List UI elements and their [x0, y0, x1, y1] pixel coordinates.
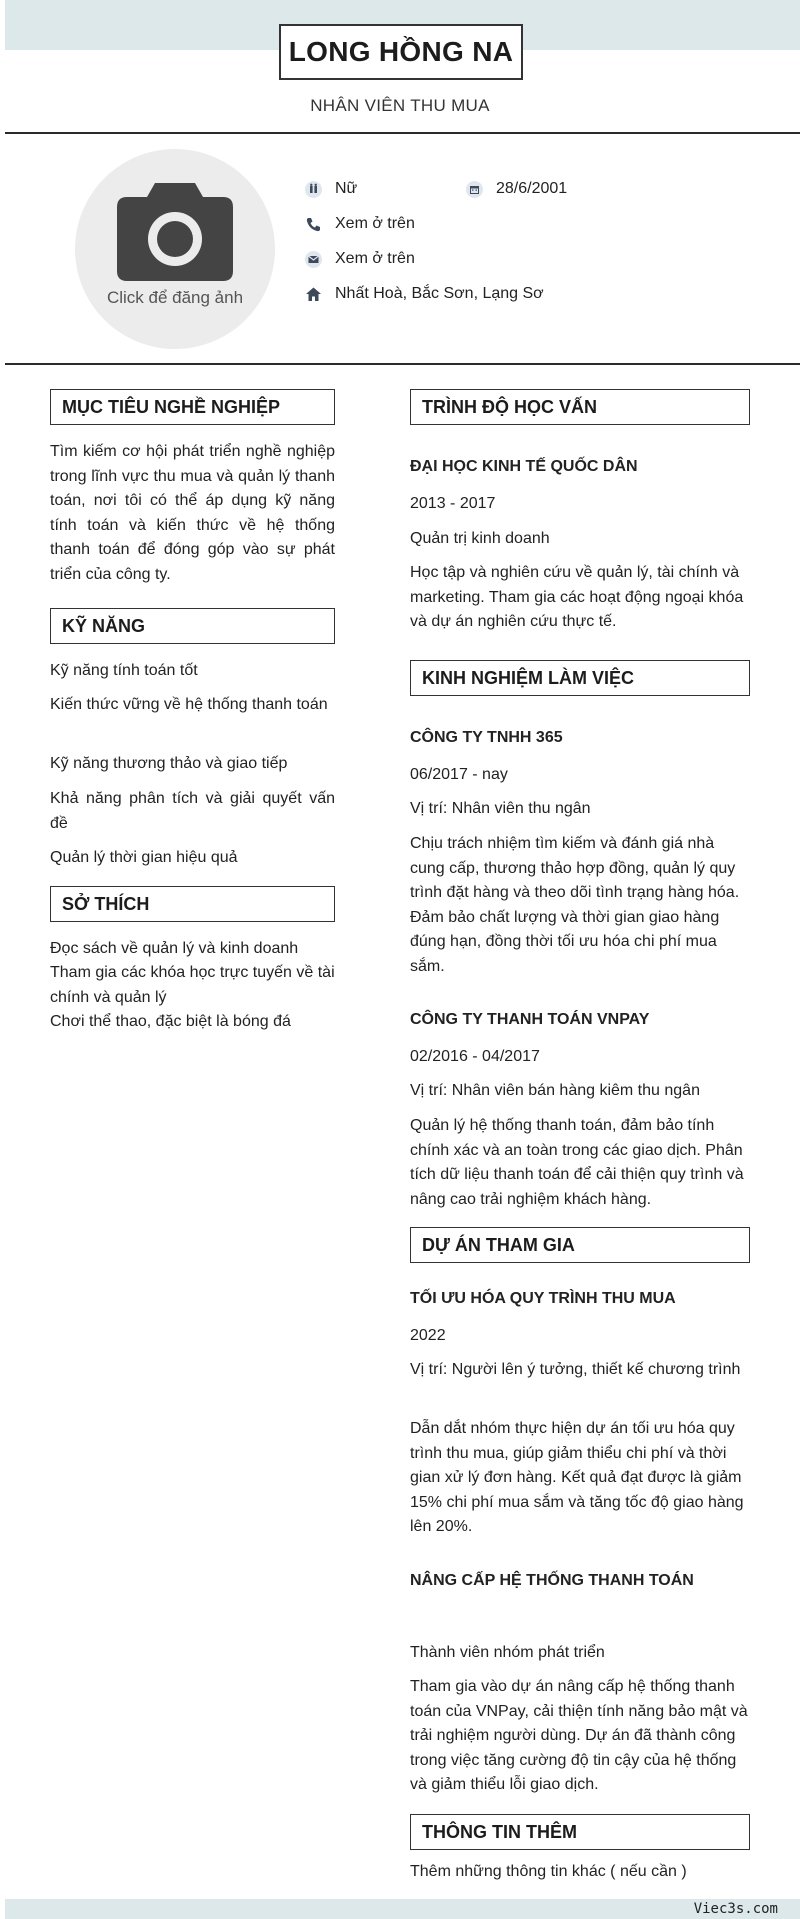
- section-skills-title: KỸ NĂNG: [50, 608, 335, 644]
- camera-icon: [115, 177, 235, 281]
- email-icon: [305, 251, 322, 268]
- home-icon: [305, 286, 322, 303]
- job-position: Vị trí: Nhân viên thu ngân: [410, 800, 591, 817]
- section-experience-title: KINH NGHIỆM LÀM VIỆC: [410, 660, 750, 696]
- objective-text: Tìm kiếm cơ hội phát triển nghề nghiệp trong lĩnh vực thu mua và quản lý thanh toán, nơi tôi có thể áp dụng kỹ năng tính toán và kiến thức về hệ thống thanh toán để đóng góp vào sự phát triển của công ty.: [50, 443, 335, 583]
- section-projects-title: DỰ ÁN THAM GIA: [410, 1227, 750, 1263]
- hobby-item: Tham gia các khóa học trực tuyến về tài chính và quản lý: [50, 964, 335, 1006]
- job-position: Vị trí: Nhân viên bán hàng kiêm thu ngân: [410, 1082, 700, 1099]
- skill-item: Kỹ năng tính toán tốt: [50, 662, 198, 679]
- avatar-upload[interactable]: [75, 149, 275, 349]
- hobby-item: Chơi thể thao, đặc biệt là bóng đá: [50, 1013, 291, 1030]
- education-period: 2013 - 2017: [410, 495, 496, 512]
- info-email: [305, 250, 415, 268]
- education-school: ĐẠI HỌC KINH TẾ QUỐC DÂN: [410, 458, 638, 475]
- job-company: CÔNG TY TNHH 365: [410, 729, 563, 746]
- divider-top: [5, 132, 800, 134]
- bottom-band: [5, 1899, 800, 1919]
- job-period: 06/2017 - nay: [410, 766, 508, 783]
- project-name: NÂNG CẤP HỆ THỐNG THANH TOÁN: [410, 1572, 694, 1589]
- education-description: Học tập và nghiên cứu về quản lý, tài chính và marketing. Tham gia các hoạt động ngoại khóa và dự án nghiên cứu thực tế.: [410, 564, 744, 630]
- project-name: TỐI ƯU HÓA QUY TRÌNH THU MUA: [410, 1290, 676, 1307]
- skill-item: Khả năng phân tích và giải quyết vấn đề: [50, 790, 335, 832]
- divider-middle: [5, 363, 800, 365]
- gender-value: Nữ: [335, 180, 358, 197]
- job-period: 02/2016 - 04/2017: [410, 1048, 540, 1065]
- skill-item: Quản lý thời gian hiệu quả: [50, 849, 238, 866]
- info-gender: [305, 180, 357, 198]
- job-description: Chịu trách nhiệm tìm kiếm và đánh giá nhà cung cấp, thương thảo hợp đồng, quản lý quy trình đặt hàng và theo dõi tình trạng hàng hóa. Đảm bảo chất lượng và thời gian giao hàng đúng hạn, đồng thời tối ưu hóa chi phí mua sắm.: [410, 835, 740, 975]
- section-education-title: TRÌNH ĐỘ HỌC VẤN: [410, 389, 750, 425]
- project-role: Vị trí: Người lên ý tưởng, thiết kế chương trình: [410, 1361, 741, 1378]
- skill-item: Kiến thức vững về hệ thống thanh toán: [50, 696, 328, 713]
- calendar-icon: [466, 181, 483, 198]
- info-birthday: [466, 180, 567, 198]
- email-value: Xem ở trên: [335, 250, 415, 267]
- phone-icon: [305, 216, 322, 233]
- project-role: Thành viên nhóm phát triển: [410, 1644, 605, 1661]
- gender-icon: [305, 181, 322, 198]
- info-address: [305, 285, 544, 303]
- project-description: Dẫn dắt nhóm thực hiện dự án tối ưu hóa quy trình thu mua, giúp giảm thiểu chi phí và thời gian xử lý đơn hàng. Kết quả đạt được là giảm 15% chi phí mua sắm và tăng tốc độ giao hàng lên 20%.: [410, 1420, 744, 1535]
- avatar-caption: Click để đăng ảnh: [106, 288, 244, 307]
- project-year: 2022: [410, 1327, 446, 1344]
- section-hobbies-title: SỞ THÍCH: [50, 886, 335, 922]
- job-description: Quản lý hệ thống thanh toán, đảm bảo tính chính xác và an toàn trong các giao dịch. Phân tích dữ liệu thanh toán để cải thiện quy trình và nâng cao trải nghiệm khách hàng.: [410, 1117, 744, 1208]
- additional-text: Thêm những thông tin khác ( nếu cần ): [410, 1863, 687, 1880]
- candidate-name: LONG HỒNG NA: [279, 24, 523, 80]
- address-value: Nhất Hoà, Bắc Sơn, Lạng Sơ: [335, 285, 544, 302]
- hobby-item: Đọc sách về quản lý và kinh doanh: [50, 940, 299, 957]
- education-major: Quản trị kinh doanh: [410, 530, 550, 547]
- job-title: NHÂN VIÊN THU MUA: [310, 96, 490, 115]
- phone-value: Xem ở trên: [335, 215, 415, 232]
- info-phone: [305, 215, 415, 233]
- project-description: Tham gia vào dự án nâng cấp hệ thống thanh toán của VNPay, cải thiện tính năng bảo mật và trải nghiệm người dùng. Dự án đã thành công trong việc tăng cường độ tin cậy của hệ thống và giảm thiểu lỗi giao dịch.: [410, 1678, 748, 1793]
- watermark[interactable]: Viec3s.com: [693, 1901, 778, 1917]
- skill-item: Kỹ năng thương thảo và giao tiếp: [50, 755, 288, 772]
- section-additional-title: THÔNG TIN THÊM: [410, 1814, 750, 1850]
- section-objective-title: MỤC TIÊU NGHỀ NGHIỆP: [50, 389, 335, 425]
- birthday-value: 28/6/2001: [496, 180, 568, 197]
- job-company: CÔNG TY THANH TOÁN VNPAY: [410, 1011, 650, 1028]
